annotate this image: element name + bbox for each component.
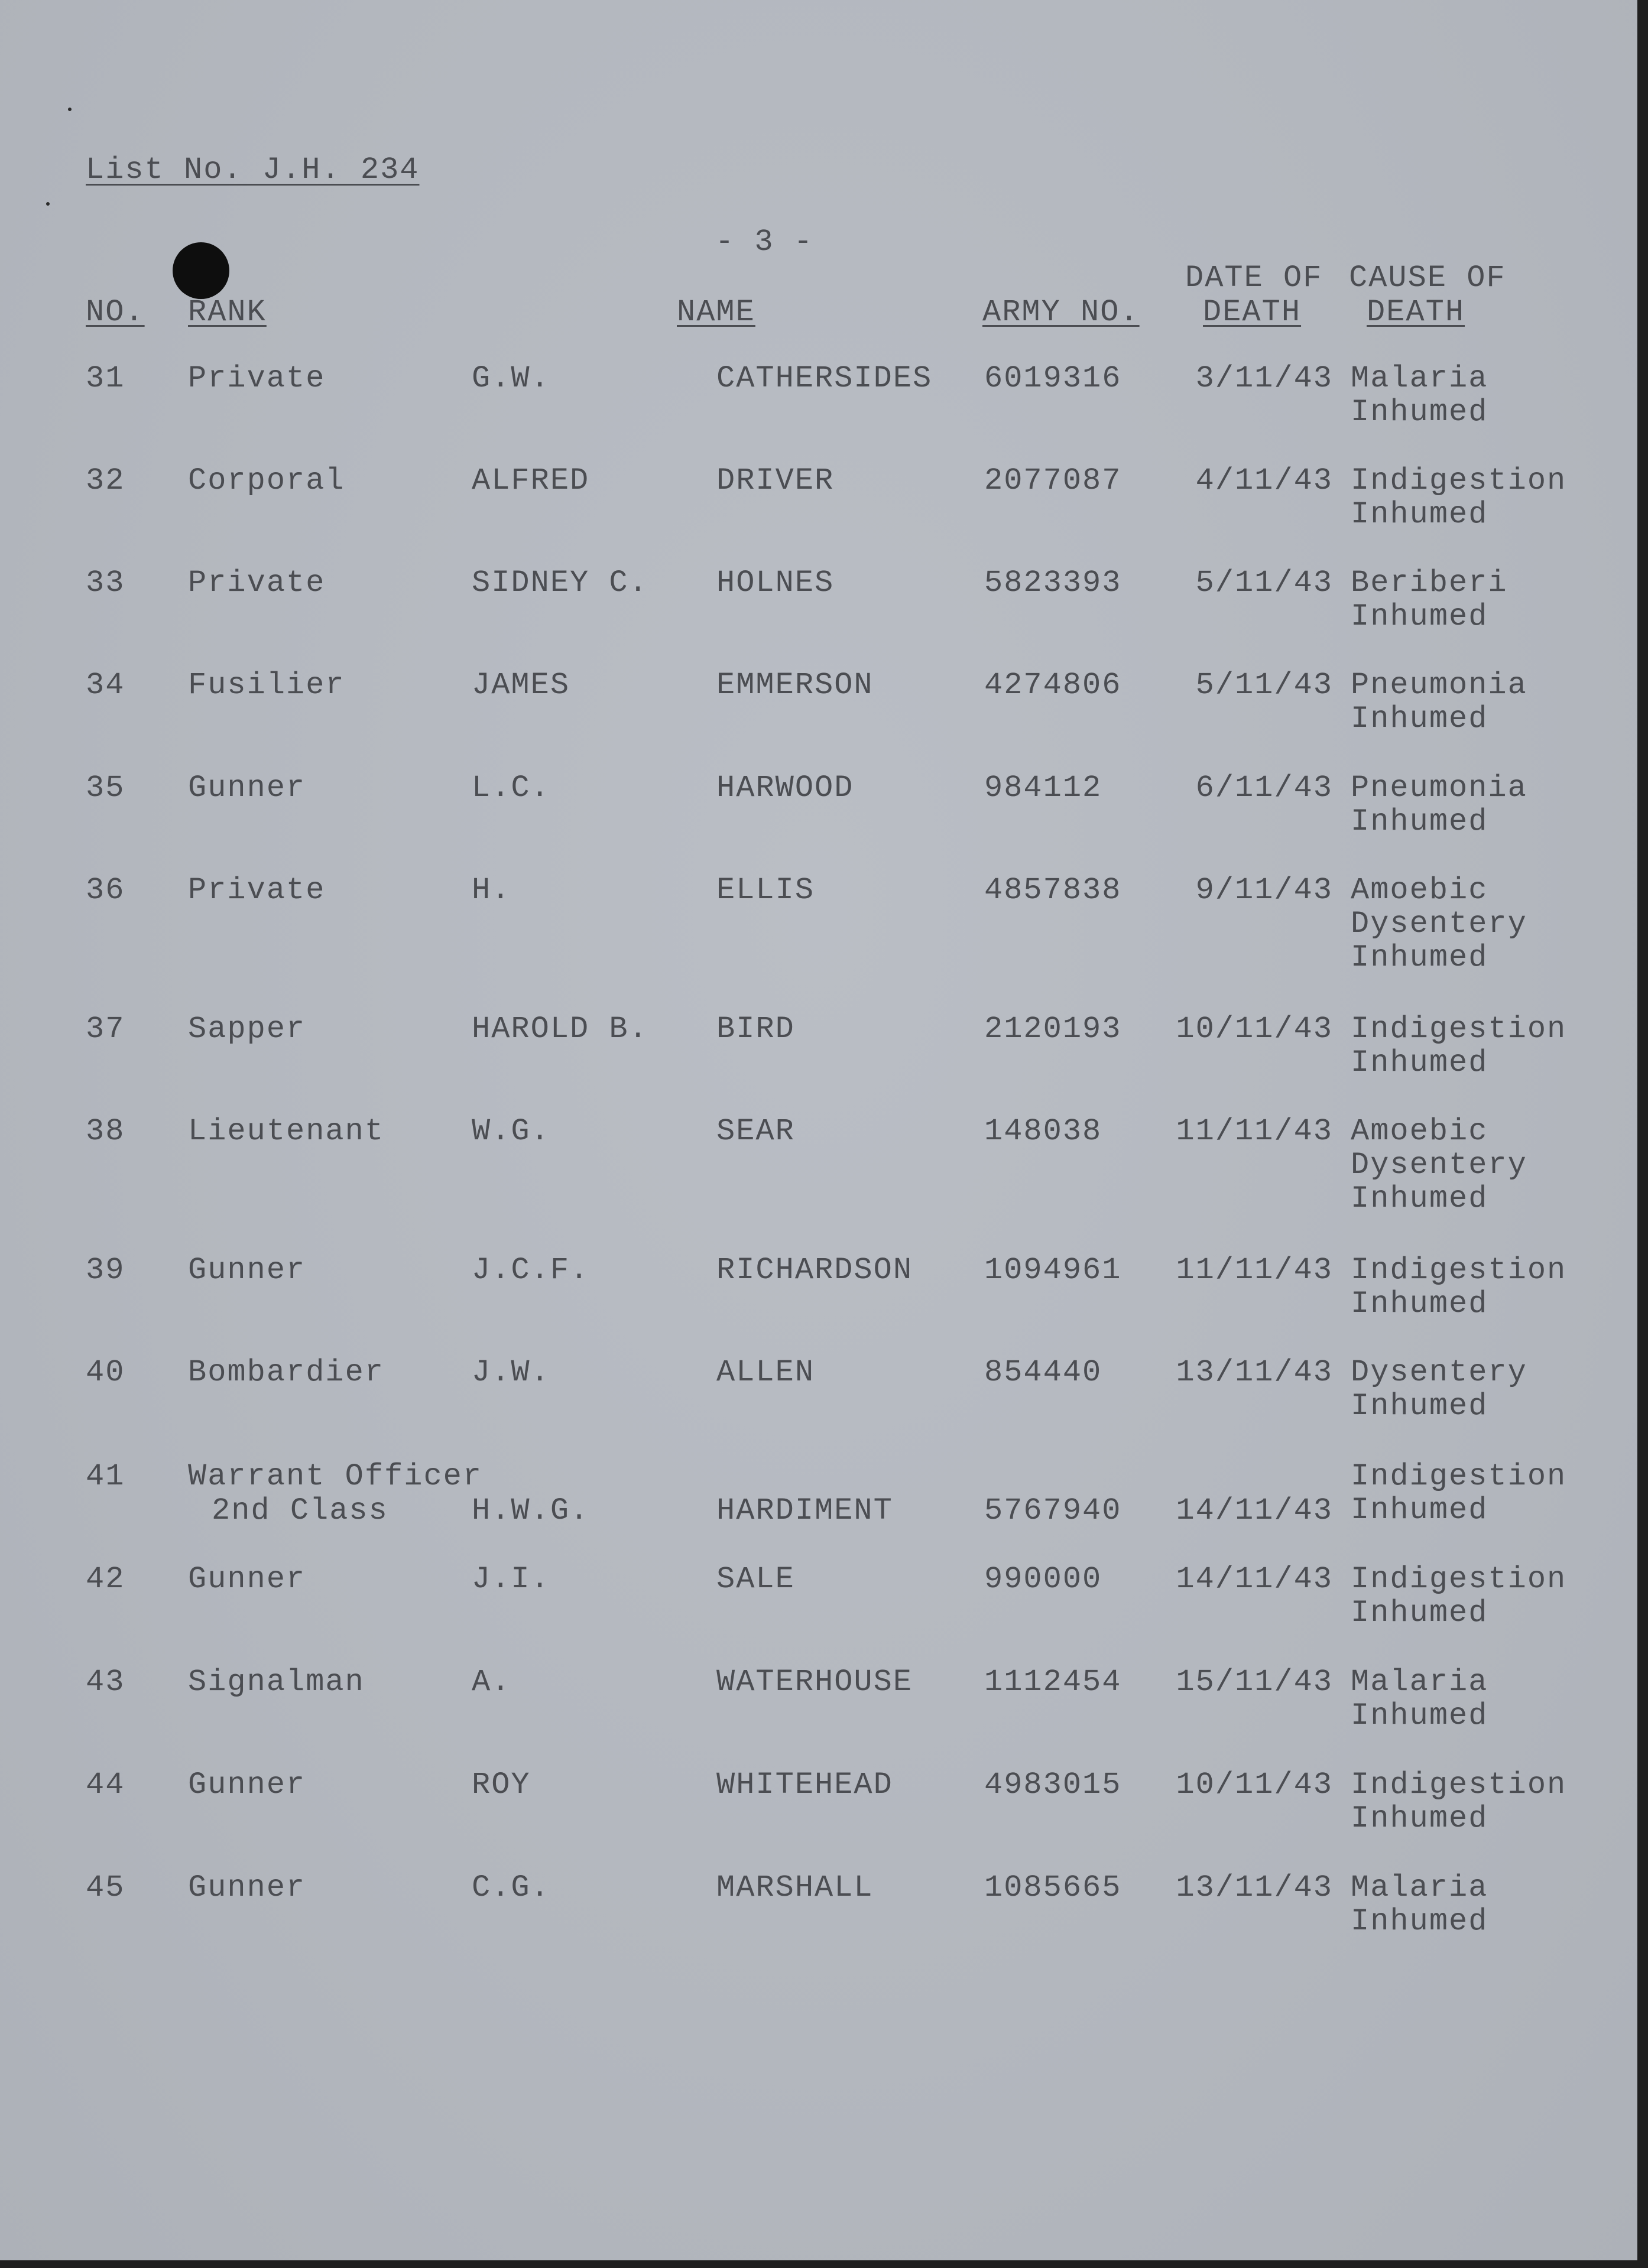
rank: Gunner <box>188 771 306 805</box>
cause-of-death-line: Inhumed <box>1351 1389 1488 1424</box>
cause-of-death-line: Amoebic <box>1351 1114 1488 1149</box>
header-no: NO. <box>86 295 145 330</box>
row-number: 39 <box>86 1253 125 1288</box>
initials: HAROLD B. <box>472 1012 648 1047</box>
initials: L.C. <box>472 771 550 805</box>
row-number: 34 <box>86 668 125 703</box>
initials: J.I. <box>472 1562 550 1597</box>
surname: RICHARDSON <box>716 1253 913 1288</box>
ink-speck <box>68 108 72 111</box>
cause-of-death-line: Amoebic <box>1351 873 1488 908</box>
row-number: 41 <box>86 1459 125 1494</box>
initials: W.G. <box>472 1114 550 1149</box>
rank: Fusilier <box>188 668 345 703</box>
cause-of-death-line: Inhumed <box>1351 497 1488 532</box>
header-name: NAME <box>677 295 755 330</box>
initials: A. <box>472 1665 511 1700</box>
surname: DRIVER <box>716 463 835 498</box>
army-number: 5767940 <box>984 1493 1122 1528</box>
army-number: 2120193 <box>984 1012 1122 1047</box>
initials: SIDNEY C. <box>472 566 648 600</box>
header-date-of-death <box>1185 261 1322 330</box>
row-number: 43 <box>86 1665 125 1700</box>
surname: WATERHOUSE <box>716 1665 913 1700</box>
army-number: 6019316 <box>984 361 1122 396</box>
header-army-no: ARMY NO. <box>982 295 1140 330</box>
initials: C.G. <box>472 1870 550 1905</box>
cause-of-death-line: Inhumed <box>1351 1801 1488 1836</box>
row-number: 36 <box>86 873 125 908</box>
cause-of-death-line: Inhumed <box>1351 599 1488 634</box>
rank: Private <box>188 566 326 600</box>
cause-of-death-line: Inhumed <box>1351 1596 1488 1630</box>
cause-of-death-line: Malaria <box>1351 1870 1488 1905</box>
row-number: 40 <box>86 1355 125 1390</box>
rank: Lieutenant <box>188 1114 385 1149</box>
rank: Gunner <box>188 1253 306 1288</box>
row-number: 44 <box>86 1767 125 1802</box>
row-number: 31 <box>86 361 125 396</box>
surname: SALE <box>716 1562 795 1597</box>
army-number: 1112454 <box>984 1665 1122 1700</box>
ink-speck <box>46 202 50 206</box>
army-number: 4983015 <box>984 1767 1122 1802</box>
date-of-death: 3/11/43 <box>1195 361 1333 396</box>
army-number: 4274806 <box>984 668 1122 703</box>
cause-of-death-line: Inhumed <box>1351 940 1488 975</box>
cause-of-death-line: Indigestion <box>1351 1767 1567 1802</box>
army-number: 990000 <box>984 1562 1102 1597</box>
surname: EMMERSON <box>716 668 874 703</box>
initials: H. <box>472 873 511 908</box>
rank-line2: 2nd Class <box>212 1493 388 1528</box>
surname: SEAR <box>716 1114 795 1149</box>
cause-of-death-line: Inhumed <box>1351 395 1488 430</box>
date-of-death: 13/11/43 <box>1176 1870 1333 1905</box>
army-number: 148038 <box>984 1114 1102 1149</box>
surname: ALLEN <box>716 1355 815 1390</box>
row-number: 35 <box>86 771 125 805</box>
cause-of-death-line: Inhumed <box>1351 1045 1488 1080</box>
date-of-death: 10/11/43 <box>1176 1012 1333 1047</box>
cause-of-death-line: Inhumed <box>1351 1904 1488 1939</box>
rank: Corporal <box>188 463 345 498</box>
cause-of-death-line: Dysentery <box>1351 1355 1527 1390</box>
surname: BIRD <box>716 1012 795 1047</box>
row-number: 45 <box>86 1870 125 1905</box>
cause-of-death-line: Indigestion <box>1351 1562 1567 1597</box>
list-number: List No. J.H. 234 <box>86 152 420 187</box>
cause-of-death-line: Pneumonia <box>1351 771 1527 805</box>
date-of-death: 15/11/43 <box>1176 1665 1333 1700</box>
army-number: 1085665 <box>984 1870 1122 1905</box>
rank: Gunner <box>188 1767 306 1802</box>
cause-of-death-line: Pneumonia <box>1351 668 1527 703</box>
rank: Bombardier <box>188 1355 385 1390</box>
date-of-death: 6/11/43 <box>1195 771 1333 805</box>
row-number: 32 <box>86 463 125 498</box>
cause-of-death-line: Indigestion <box>1351 463 1567 498</box>
cause-of-death-line: Dysentery <box>1351 1148 1527 1182</box>
cause-of-death-line: Inhumed <box>1351 1181 1488 1216</box>
cause-of-death-line: Malaria <box>1351 361 1488 396</box>
initials: JAMES <box>472 668 570 703</box>
cause-of-death-line: Inhumed <box>1351 804 1488 839</box>
army-number: 1094961 <box>984 1253 1122 1288</box>
header-cause-line2: DEATH <box>1367 295 1465 330</box>
row-number: 37 <box>86 1012 125 1047</box>
date-of-death: 13/11/43 <box>1176 1355 1333 1390</box>
army-number: 984112 <box>984 771 1102 805</box>
header-date-line2: DEATH <box>1203 295 1302 330</box>
cause-of-death-line: Inhumed <box>1351 701 1488 736</box>
date-of-death: 5/11/43 <box>1195 668 1333 703</box>
rank: Sapper <box>188 1012 306 1047</box>
row-number: 33 <box>86 566 125 600</box>
rank: Private <box>188 873 326 908</box>
army-number: 854440 <box>984 1355 1102 1390</box>
cause-of-death-line: Indigestion <box>1351 1012 1567 1047</box>
date-of-death: 14/11/43 <box>1176 1493 1333 1528</box>
surname: HOLNES <box>716 566 835 600</box>
rank: Gunner <box>188 1870 306 1905</box>
surname: HARWOOD <box>716 771 854 805</box>
army-number: 5823393 <box>984 566 1122 600</box>
initials: ROY <box>472 1767 531 1802</box>
rank: Private <box>188 361 326 396</box>
rank: Warrant Officer <box>188 1459 483 1494</box>
date-of-death: 14/11/43 <box>1176 1562 1333 1597</box>
header-date-line1: DATE OF <box>1185 261 1323 295</box>
cause-of-death-line: Inhumed <box>1351 1493 1488 1528</box>
surname: MARSHALL <box>716 1870 874 1905</box>
row-number: 42 <box>86 1562 125 1597</box>
date-of-death: 10/11/43 <box>1176 1767 1333 1802</box>
date-of-death: 11/11/43 <box>1176 1253 1333 1288</box>
cause-of-death-line: Indigestion <box>1351 1253 1567 1288</box>
header-rank: RANK <box>188 295 267 330</box>
surname: CATHERSIDES <box>716 361 933 396</box>
header-cause-line1: CAUSE OF <box>1349 261 1506 295</box>
date-of-death: 11/11/43 <box>1176 1114 1333 1149</box>
surname: WHITEHEAD <box>716 1767 893 1802</box>
row-number: 38 <box>86 1114 125 1149</box>
surname: ELLIS <box>716 873 815 908</box>
initials: J.W. <box>472 1355 550 1390</box>
surname: HARDIMENT <box>716 1493 893 1528</box>
punch-hole <box>173 242 229 299</box>
date-of-death: 4/11/43 <box>1195 463 1333 498</box>
army-number: 2077087 <box>984 463 1122 498</box>
army-number: 4857838 <box>984 873 1122 908</box>
cause-of-death-line: Inhumed <box>1351 1286 1488 1321</box>
cause-of-death-line: Malaria <box>1351 1665 1488 1700</box>
cause-of-death-line: Indigestion <box>1351 1459 1567 1494</box>
cause-of-death-line: Inhumed <box>1351 1698 1488 1733</box>
date-of-death: 9/11/43 <box>1195 873 1333 908</box>
header-cause-of-death <box>1349 261 1506 330</box>
initials: H.W.G. <box>472 1493 590 1528</box>
cause-of-death-line: Dysentery <box>1351 906 1527 941</box>
rank: Gunner <box>188 1562 306 1597</box>
date-of-death: 5/11/43 <box>1195 566 1333 600</box>
cause-of-death-line: Beriberi <box>1351 566 1508 600</box>
initials: G.W. <box>472 361 550 396</box>
rank: Signalman <box>188 1665 365 1700</box>
initials: ALFRED <box>472 463 590 498</box>
initials: J.C.F. <box>472 1253 590 1288</box>
page-number: - 3 - <box>715 225 814 259</box>
